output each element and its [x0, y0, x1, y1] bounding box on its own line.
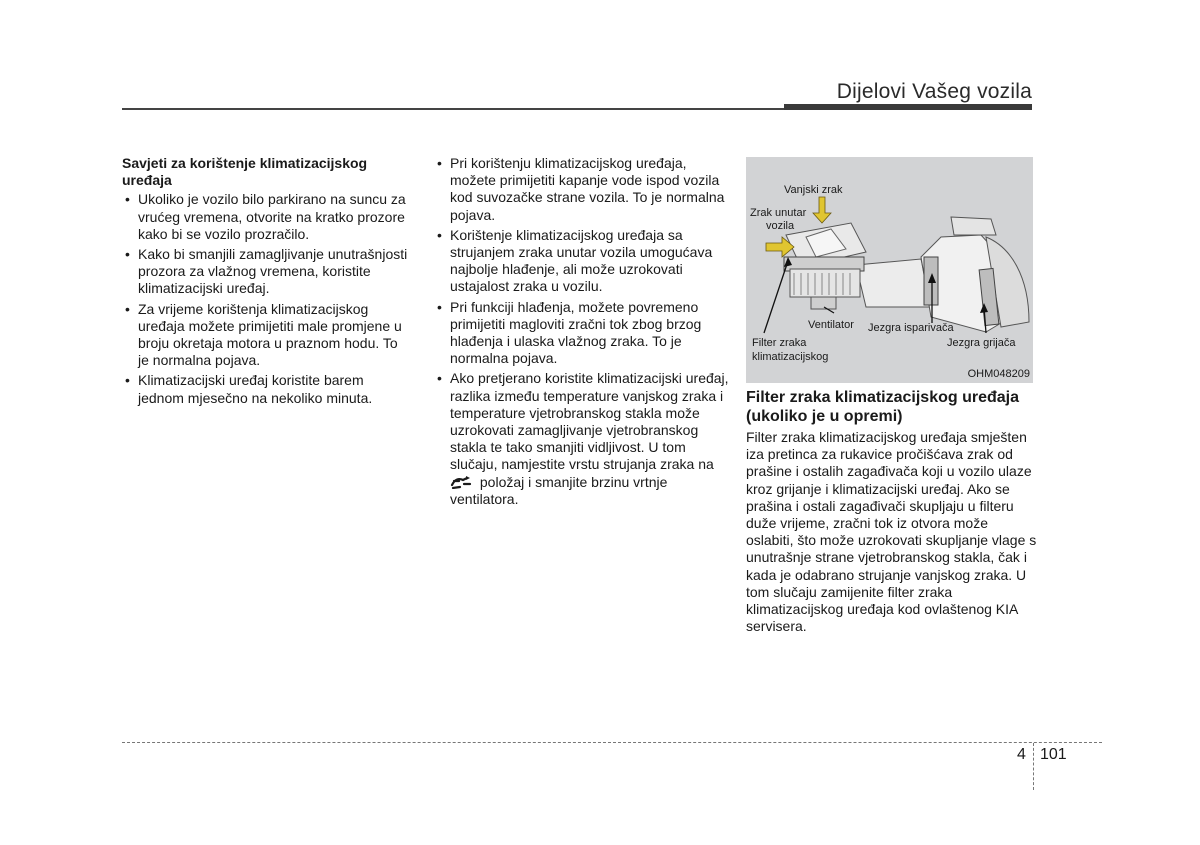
notes-list — [434, 155, 729, 508]
fan-motor — [811, 297, 836, 309]
list-item-text: Ako pretjerano koristite klimatizacijski uređaj, razlika između temperature vanjskog zraka i temperature vjetrobranskog stakla može uzrokovati zamagljivanje vjetrobranskog stakla te tako smanjiti vidljivost. U tom slučaju, namjestite vrstu strujanja zraka na — [450, 370, 729, 473]
outside-air-arrow — [813, 197, 831, 223]
list-item: • Klimatizacijski uređaj koristite barem jednom mjesečno na nekoliko minuta. — [122, 372, 412, 406]
fresh-air-mode-icon — [450, 475, 472, 489]
column-1 — [122, 155, 412, 410]
header-rule-thick — [784, 104, 1032, 110]
tips-list — [122, 191, 412, 406]
header-rule-thin — [122, 108, 784, 110]
footer-vertical-divider — [1033, 743, 1034, 790]
label-fan: Ventilator — [808, 319, 854, 331]
label-filter-line1: Filter zraka — [752, 337, 807, 349]
label-outside-air: Vanjski zrak — [784, 184, 843, 196]
list-item — [434, 370, 729, 508]
section-heading-tips: Savjeti za korištenje klimatizacijskog uređaja — [122, 155, 368, 189]
list-item: • Ukoliko je vozilo bilo parkirano na suncu za vrućeg vremena, otvorite na kratko prozore kako bi se vozilo prozračilo. — [122, 191, 412, 243]
air-filter-diagram — [746, 157, 1033, 383]
footer-divider — [122, 742, 1102, 743]
list-item: • Pri funkciji hlađenja, možete povremeno primijetiti magloviti zračni tok zbog brzog hlađenja i ulaska vlažnog zraka. To je normalna pojava. — [434, 299, 729, 368]
label-inside-air-line1: Zrak unutar — [750, 207, 807, 219]
page-number: 101 — [1040, 746, 1067, 763]
list-item: • Pri korištenju klimatizacijskog uređaja, možete primijetiti kapanje vode ispod vozila kod suvozačke strane vozila. To je normalna pojava. — [434, 155, 729, 224]
filter-paragraph: Filter zraka klimatizacijskog uređaja smješten iza pretinca za rukavice pročišćava zrak od prašine i ostalih zagađivača koji u vozilo ulaze kroz grijanje i klimatizacijski uređaj. Ako se prašina i ostali zagađivači skupljaju u filteru duže vrijeme, zračni tok iz otvora može oslabiti, što može uzrokovati skupljanje vlage s unutrašnje strane vjetrobranskog stakla, čak i kada je odabrano strujanje vanjskog zraka. U tom slučaju zamijenite filter zraka klimatizacijskog uređaja kod ovlaštenog KIA servisera. — [746, 429, 1037, 635]
column-2 — [434, 155, 729, 511]
label-evaporator: Jezgra isparivača — [868, 322, 954, 334]
list-item: • Za vrijeme korištenja klimatizacijskog uređaja možete primijetiti male promjene u broju okretaja motora u praznom hodu. To je normalna pojava. — [122, 301, 412, 370]
page-header-title: Dijelovi Vašeg vozila — [836, 80, 1032, 103]
label-filter-line2: klimatizacijskog — [752, 351, 829, 363]
label-inside-air-line2: vozila — [766, 220, 795, 232]
chapter-number: 4 — [1017, 746, 1026, 763]
list-item: • Kako bi smanjili zamagljivanje unutrašnjosti prozora za vlažnog vremena, koristite klimatizacijski uređaj. — [122, 246, 412, 298]
label-heater: Jezgra grijača — [947, 337, 1016, 349]
list-item: • Korištenje klimatizacijskog uređaja sa strujanjem zraka unutar vozila umogućava najbolje hlađenje, ali može uzrokovati ustajalost zraka u vozilu. — [434, 227, 729, 296]
column-3 — [746, 388, 1038, 635]
figure-code: OHM048209 — [967, 368, 1030, 380]
section-heading-filter: Filter zraka klimatizacijskog uređaja (ukoliko je u opremi) — [746, 389, 1020, 425]
list-item-text: položaj i smanjite brzinu vrtnje ventilatora. — [450, 473, 668, 507]
